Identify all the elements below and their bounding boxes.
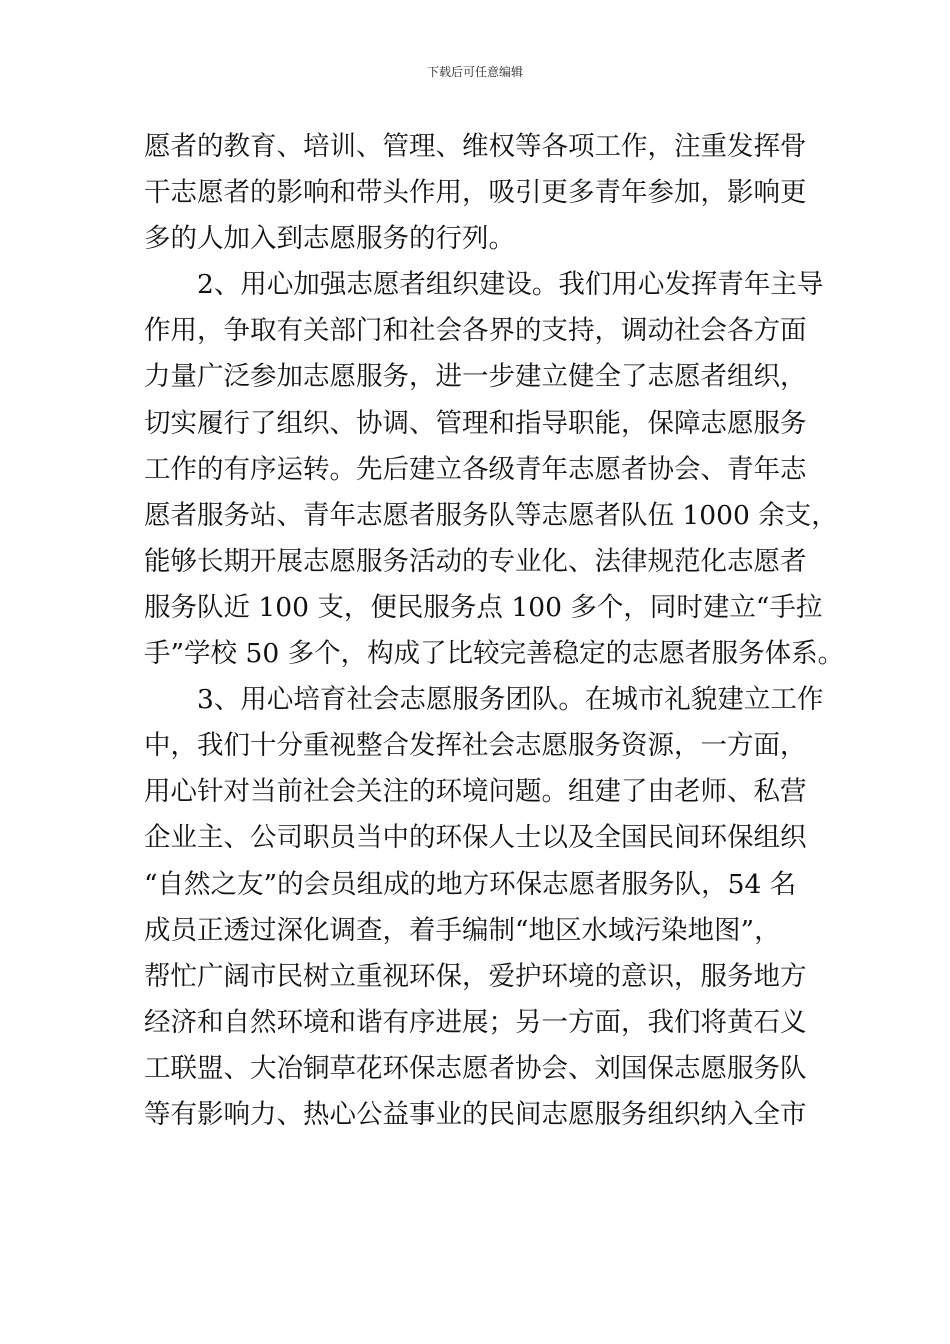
body-line: 等有影响力、热心公益事业的民间志愿服务组织纳入全市 [144,1098,807,1130]
body-line: 切实履行了组织、协调、管理和指导职能，保障志愿服务 [144,407,807,439]
page-header: 下载后可任意编辑 [426,65,523,79]
body-line: 愿者服务站、青年志愿者服务队等志愿者队伍 1000 余支， [144,499,838,531]
document-body [144,124,845,1138]
body-line: 干志愿者的影响和带头作用，吸引更多青年参加，影响更 [144,177,807,209]
paragraph-start-line: 2、用心加强志愿者组织建设。我们用心发挥青年主导 [197,269,824,301]
body-line: “自然之友”的会员组成的地方环保志愿者服务队，54 名 [144,868,797,900]
body-line: 力量广泛参加志愿服务，进一步建立健全了志愿者组织， [144,361,807,393]
paragraph-start-line: 3、用心培育社会志愿服务团队。在城市礼貌建立工作 [197,684,824,716]
body-line: 成员正透过深化调查，着手编制“地区水域污染地图”， [144,914,781,946]
body-line: 作用，争取有关部门和社会各界的支持，调动社会各方面 [144,315,807,347]
body-line: 中，我们十分重视整合发挥社会志愿服务资源，一方面， [144,730,807,762]
body-line: 能够长期开展志愿服务活动的专业化、法律规范化志愿者 [144,545,807,577]
body-line: 服务队近 100 支，便民服务点 100 多个，同时建立“手拉 [144,591,823,623]
body-line: 工作的有序运转。先后建立各级青年志愿者协会、青年志 [144,453,807,485]
body-line: 愿者的教育、培训、管理、维权等各项工作，注重发挥骨 [144,131,807,162]
body-line: 用心针对当前社会关注的环境问题。组建了由老师、私营 [144,776,807,808]
body-line: 手”学校 50 多个，构成了比较完善稳定的志愿者服务体系。 [144,638,845,670]
body-line: 经济和自然环境和谐有序进展；另一方面，我们将黄石义 [144,1006,807,1038]
body-line: 工联盟、大冶铜草花环保志愿者协会、刘国保志愿服务队 [144,1052,807,1084]
body-line: 企业主、公司职员当中的环保人士以及全国民间环保组织 [144,822,807,854]
body-line: 帮忙广阔市民树立重视环保，爱护环境的意识，服务地方 [144,960,807,992]
body-line: 多的人加入到志愿服务的行列。 [144,223,515,255]
